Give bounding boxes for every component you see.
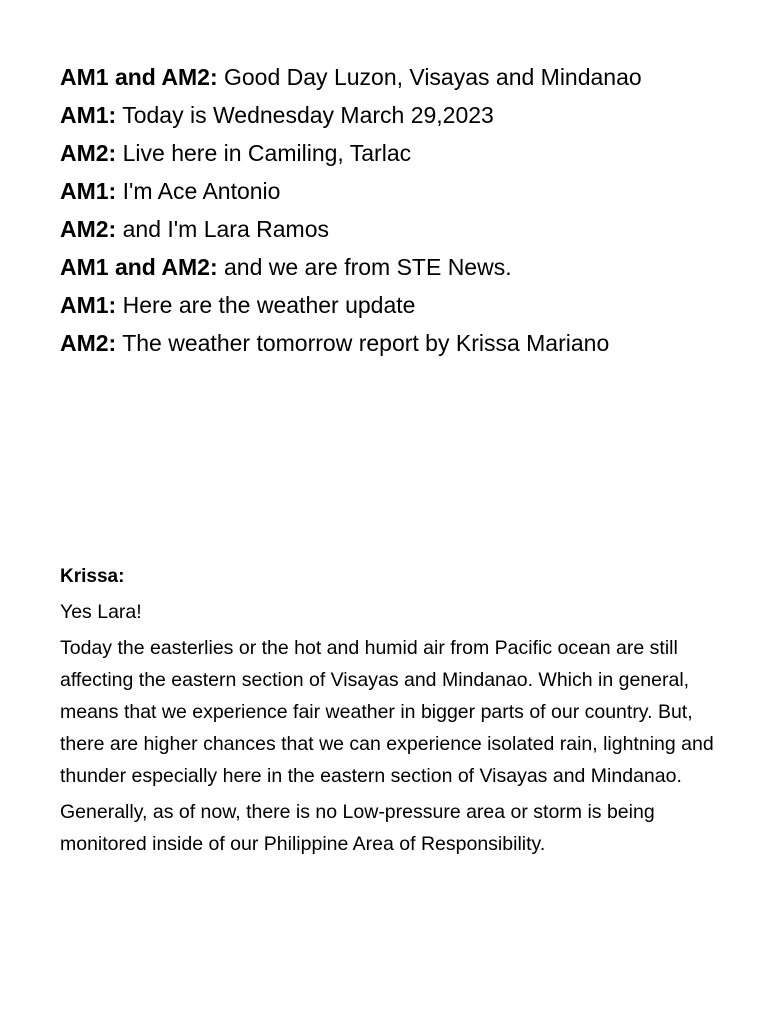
line-text: Today is Wednesday March 29,2023 xyxy=(122,102,494,128)
script-intro xyxy=(60,58,740,362)
speaker-label: AM1 and AM2: xyxy=(60,254,218,280)
line-text: The weather tomorrow report by Krissa Mariano xyxy=(122,330,610,356)
report-paragraph-2: Today the easterlies or the hot and humid air from Pacific ocean are still affecting the eastern section of Visayas and Mindanao. Which in general, means that we experience fair weather in bigger parts of our country. But, there are higher chances that we can experience isolated rain, lightning and thunder especially here in the eastern section of Visayas and Mindanao. xyxy=(60,637,714,787)
report-speaker: Krissa: xyxy=(60,566,125,587)
weather-report xyxy=(60,562,740,864)
script-line-3 xyxy=(60,134,740,172)
script-line-1 xyxy=(60,58,740,96)
report-paragraph-3: Generally, as of now, there is no Low-pressure area or storm is being monitored inside of our Philippine Area of Responsibility. xyxy=(60,801,655,855)
report-paragraph-1: Yes Lara! xyxy=(60,601,142,623)
line-text: and we are from STE News. xyxy=(224,254,512,280)
script-line-4 xyxy=(60,172,740,210)
line-text: Here are the weather update xyxy=(122,292,416,318)
script-line-6 xyxy=(60,248,740,286)
script-line-5 xyxy=(60,210,740,248)
speaker-label: AM1: xyxy=(60,102,117,128)
line-text: Good Day Luzon, Visayas and Mindanao xyxy=(224,64,642,90)
intro-lines xyxy=(60,58,740,362)
line-text: I'm Ace Antonio xyxy=(122,178,281,204)
line-text: Live here in Camiling, Tarlac xyxy=(122,140,412,166)
script-line-2 xyxy=(60,96,740,134)
speaker-label: AM1: xyxy=(60,178,117,204)
speaker-label: AM2: xyxy=(60,216,117,242)
speaker-label: AM1: xyxy=(60,292,117,318)
speaker-label: AM1 and AM2: xyxy=(60,64,218,90)
line-text: and I'm Lara Ramos xyxy=(122,216,329,242)
script-line-7 xyxy=(60,286,740,324)
speaker-label: AM2: xyxy=(60,140,117,166)
speaker-label: AM2: xyxy=(60,330,117,356)
script-line-8 xyxy=(60,324,740,362)
